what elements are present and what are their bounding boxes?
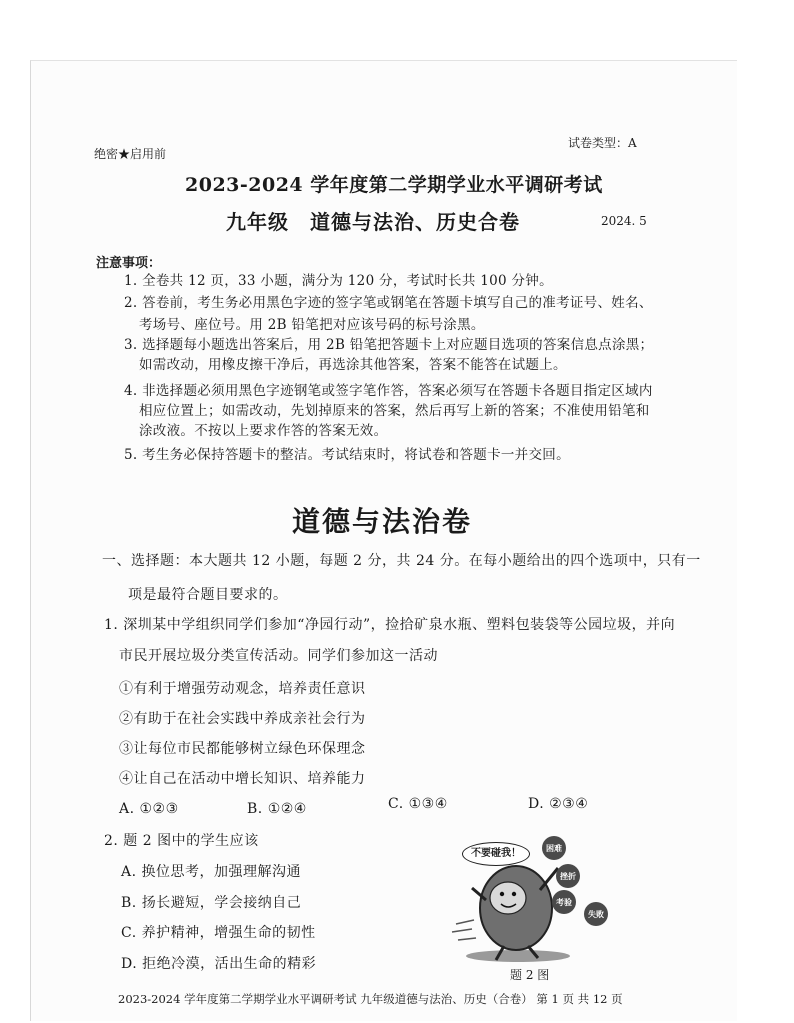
figure-shadow [466, 950, 570, 962]
notice-line: 相应位置上；如需改动，先划掉原来的答案，然后再写上新的答案；不准使用铅笔和 [139, 403, 650, 419]
question-2-option-a: A. 换位思考，加强理解沟通 [121, 864, 302, 880]
question-1-stem: 市民开展垃圾分类宣传活动。同学们参加这一活动 [119, 648, 438, 664]
question-1-statement: ③让每位市民都能够树立绿色环保理念 [119, 741, 366, 757]
question-1-option-b: B. ①②④ [247, 801, 307, 817]
notice-line: 2. 答卷前，考生务必用黑色字迹的签字笔或钢笔在答题卡填写自己的准考证号、姓名、 [124, 295, 653, 311]
notice-line: 1. 全卷共 12 页，33 小题，满分为 120 分，考试时长共 100 分钟。 [124, 273, 553, 289]
question-1-statement: ②有助于在社会实践中养成亲社会行为 [119, 711, 366, 727]
egg-student-face [490, 882, 526, 914]
question-1-option-c: C. ①③④ [388, 796, 448, 812]
section-instruction: 一、选择题：本大题共 12 小题，每题 2 分，共 24 分。在每小题给出的四个选项中，只有一 [102, 553, 701, 569]
notice-line: 5. 考生务必保持答题卡的整洁。考试结束时，将试卷和答题卡一并交回。 [124, 447, 570, 463]
question-2-option-c: C. 养护精神，增强生命的韧性 [121, 925, 316, 941]
notice-line: 涂改液。不按以上要求作答的答案无效。 [139, 423, 388, 439]
question-2-option-b: B. 扬长避短，学会接纳自己 [121, 895, 302, 911]
notice-line: 如需改动，用橡皮擦干净后，再选涂其他答案，答案不能答在试题上。 [139, 357, 567, 373]
notice-line: 4. 非选择题必须用黑色字迹钢笔或签字笔作答，答案必须写在答题卡各题目指定区域内 [124, 383, 653, 399]
confidential-label: 绝密★启用前 [94, 147, 167, 161]
question-1-option-d: D. ②③④ [528, 796, 589, 812]
notice-line: 考场号、座位号。用 2B 铅笔把对应该号码的标号涂黑。 [139, 317, 485, 333]
ball-label: 困难 [546, 844, 562, 853]
section-title: 道德与法治卷 [292, 505, 473, 538]
ball-label: 考验 [556, 898, 572, 907]
paper-type: 试卷类型：A [568, 136, 637, 150]
exam-subtitle: 九年级 道德与法治、历史合卷 [226, 210, 520, 234]
exam-title: 2023-2024 学年度第二学期学业水平调研考试 [185, 174, 603, 196]
question-1-statement: ①有利于增强劳动观念，培养责任意识 [119, 681, 366, 697]
question-1-stem: 1. 深圳某中学组织同学们参加“净园行动”，捡拾矿泉水瓶、塑料包装袋等公园垃圾，并向 [104, 617, 676, 633]
ball-label: 挫折 [560, 872, 576, 881]
question-2-stem: 2. 题 2 图中的学生应该 [104, 833, 259, 849]
speech-bubble: 不要碰我！ [462, 842, 530, 866]
motion-lines [452, 920, 476, 940]
question-1-option-a: A. ①②③ [119, 801, 179, 817]
notice-heading: 注意事项： [96, 256, 162, 271]
section-instruction: 项是最符合题目要求的。 [128, 587, 288, 603]
ball-label: 失败 [588, 910, 604, 919]
question-1-statement: ④让自己在活动中增长知识、培养能力 [119, 771, 366, 787]
exam-date: 2024. 5 [601, 214, 647, 228]
figure-caption: 题 2 图 [510, 968, 550, 982]
page-footer: 2023-2024 学年度第二学期学业水平调研考试 九年级道德与法治、历史（合卷） 第 1 页 共 12 页 [118, 992, 623, 1006]
question-2-option-d: D. 拒绝冷漠，活出生命的精彩 [121, 956, 317, 972]
notice-line: 3. 选择题每小题选出答案后，用 2B 铅笔把答题卡上对应题目选项的答案信息点涂黑； [124, 337, 654, 353]
